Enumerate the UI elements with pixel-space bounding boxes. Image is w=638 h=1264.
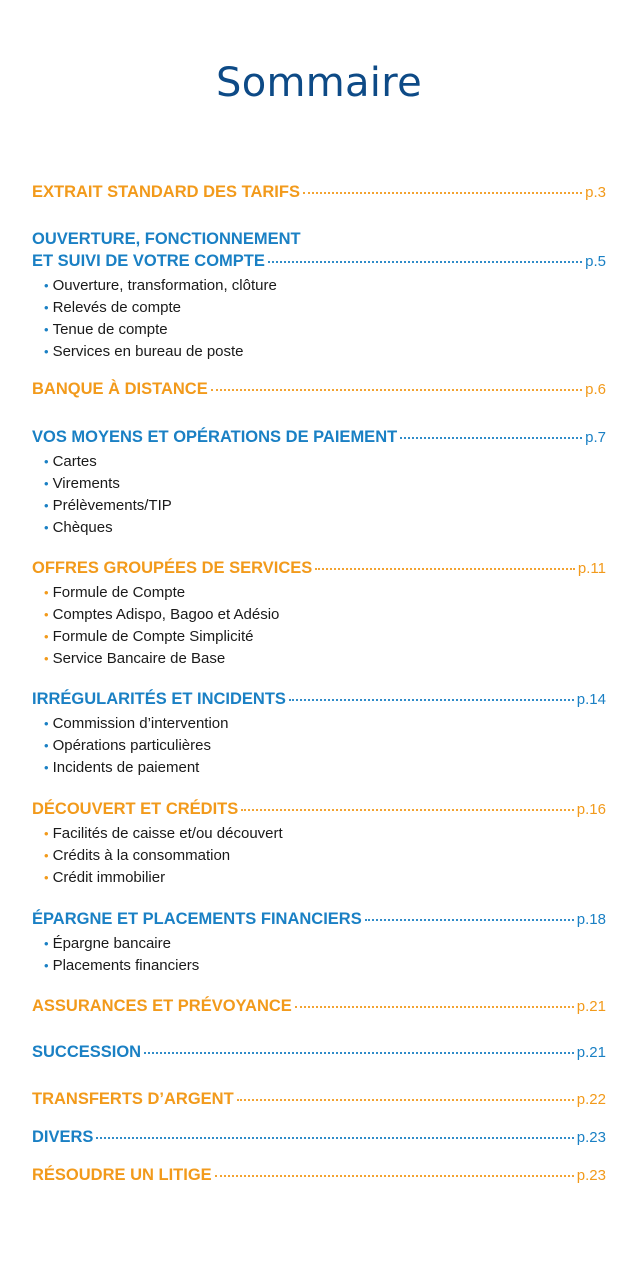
leader-dots bbox=[400, 437, 582, 439]
toc-heading: DIVERS bbox=[32, 1128, 94, 1146]
page-title: Sommaire bbox=[216, 60, 422, 106]
toc-subitem[interactable]: • Formule de Compte bbox=[44, 584, 186, 601]
toc-subitem[interactable]: • Chèques bbox=[44, 519, 113, 536]
toc-heading: RÉSOUDRE UN LITIGE bbox=[32, 1166, 212, 1184]
toc-entry-transferts[interactable] bbox=[32, 1088, 606, 1110]
toc-sublist bbox=[32, 933, 606, 977]
toc-subitem[interactable]: • Épargne bancaire bbox=[44, 935, 171, 952]
toc-heading: VOS MOYENS ET OPÉRATIONS DE PAIEMENT bbox=[32, 428, 398, 446]
toc-entry-divers[interactable] bbox=[32, 1126, 606, 1148]
toc-subitem[interactable]: • Crédit immobilier bbox=[44, 869, 166, 886]
toc-subitem[interactable]: • Incidents de paiement bbox=[44, 759, 200, 776]
leader-dots bbox=[289, 699, 574, 701]
toc-page: p.16 bbox=[576, 801, 606, 818]
toc-page: p.6 bbox=[585, 381, 606, 398]
toc-heading: ASSURANCES ET PRÉVOYANCE bbox=[32, 997, 292, 1015]
leader-dots bbox=[241, 809, 574, 811]
toc-sublist bbox=[32, 451, 606, 539]
toc-page: p.21 bbox=[576, 1044, 606, 1061]
toc-subitem[interactable]: • Cartes bbox=[44, 453, 97, 470]
leader-dots bbox=[237, 1099, 574, 1101]
leader-dots bbox=[96, 1137, 573, 1139]
bullet-icon: • bbox=[44, 936, 49, 951]
bullet-icon: • bbox=[44, 826, 49, 841]
leader-dots bbox=[303, 192, 582, 194]
toc-subitem[interactable]: • Ouverture, transformation, clôture bbox=[44, 277, 277, 294]
toc-entry-epargne[interactable] bbox=[32, 908, 606, 977]
leader-dots bbox=[365, 919, 574, 921]
toc-subitem[interactable]: • Virements bbox=[44, 475, 120, 492]
bullet-icon: • bbox=[44, 651, 49, 666]
toc-heading: IRRÉGULARITÉS ET INCIDENTS bbox=[32, 690, 286, 708]
toc-subitem[interactable]: • Opérations particulières bbox=[44, 737, 211, 754]
toc-entry-ouverture[interactable] bbox=[32, 228, 606, 363]
bullet-icon: • bbox=[44, 454, 49, 469]
toc-heading: ET SUIVI DE VOTRE COMPTE bbox=[32, 252, 265, 270]
toc-heading: DÉCOUVERT ET CRÉDITS bbox=[32, 800, 239, 818]
toc-heading: TRANSFERTS D’ARGENT bbox=[32, 1090, 234, 1108]
bullet-icon: • bbox=[44, 278, 49, 293]
toc-sublist bbox=[32, 275, 606, 363]
toc-heading: EXTRAIT STANDARD DES TARIFS bbox=[32, 183, 300, 201]
toc-entry-paiement[interactable] bbox=[32, 426, 606, 539]
toc-entry-decouvert[interactable] bbox=[32, 798, 606, 889]
bullet-icon: • bbox=[44, 322, 49, 337]
toc-subitem[interactable]: • Tenue de compte bbox=[44, 321, 168, 338]
toc-subitem[interactable]: • Service Bancaire de Base bbox=[44, 650, 226, 667]
toc-page: p.18 bbox=[576, 911, 606, 928]
bullet-icon: • bbox=[44, 607, 49, 622]
toc-page: p.3 bbox=[585, 184, 606, 201]
bullet-icon: • bbox=[44, 629, 49, 644]
toc-subitem[interactable]: • Prélèvements/TIP bbox=[44, 497, 172, 514]
bullet-icon: • bbox=[44, 498, 49, 513]
toc-entry-banque[interactable] bbox=[32, 378, 606, 400]
toc-subitem[interactable]: • Formule de Compte Simplicité bbox=[44, 628, 254, 645]
leader-dots bbox=[215, 1175, 574, 1177]
leader-dots bbox=[144, 1052, 574, 1054]
toc-subitem[interactable]: • Commission d’intervention bbox=[44, 715, 229, 732]
toc-page: p.21 bbox=[576, 998, 606, 1015]
toc-heading: SUCCESSION bbox=[32, 1043, 142, 1061]
toc-subitem[interactable]: • Relevés de compte bbox=[44, 299, 181, 316]
leader-dots bbox=[315, 568, 575, 570]
bullet-icon: • bbox=[44, 848, 49, 863]
toc-entry-irregularites[interactable] bbox=[32, 688, 606, 779]
toc-entry-assurances[interactable] bbox=[32, 995, 606, 1017]
toc-sublist bbox=[32, 823, 606, 889]
toc-heading: ÉPARGNE ET PLACEMENTS FINANCIERS bbox=[32, 910, 362, 928]
bullet-icon: • bbox=[44, 870, 49, 885]
toc-page: p.14 bbox=[576, 691, 606, 708]
toc-page: p.23 bbox=[576, 1167, 606, 1184]
bullet-icon: • bbox=[44, 738, 49, 753]
toc-subitem[interactable]: • Facilités de caisse et/ou découvert bbox=[44, 825, 283, 842]
toc-sublist bbox=[32, 582, 606, 670]
toc-page: p.7 bbox=[585, 429, 606, 446]
toc-heading: OFFRES GROUPÉES DE SERVICES bbox=[32, 559, 313, 577]
bullet-icon: • bbox=[44, 344, 49, 359]
leader-dots bbox=[268, 261, 582, 263]
toc-subitem[interactable]: • Crédits à la consommation bbox=[44, 847, 231, 864]
toc-page: p.22 bbox=[576, 1091, 606, 1108]
toc-entry-succession[interactable] bbox=[32, 1041, 606, 1063]
toc-entry-extrait[interactable] bbox=[32, 181, 606, 203]
toc-heading: BANQUE À DISTANCE bbox=[32, 380, 208, 398]
toc-sublist bbox=[32, 713, 606, 779]
bullet-icon: • bbox=[44, 300, 49, 315]
bullet-icon: • bbox=[44, 476, 49, 491]
leader-dots bbox=[295, 1006, 574, 1008]
toc-heading-line1: OUVERTURE, FONCTIONNEMENT bbox=[32, 230, 301, 248]
toc-page: p.5 bbox=[585, 253, 606, 270]
bullet-icon: • bbox=[44, 760, 49, 775]
toc-page: p.23 bbox=[576, 1129, 606, 1146]
toc-page: p.11 bbox=[577, 560, 606, 577]
toc-entry-offres[interactable] bbox=[32, 557, 606, 670]
bullet-icon: • bbox=[44, 585, 49, 600]
leader-dots bbox=[211, 389, 582, 391]
bullet-icon: • bbox=[44, 716, 49, 731]
toc-subitem[interactable]: • Services en bureau de poste bbox=[44, 343, 244, 360]
toc-subitem[interactable]: • Comptes Adispo, Bagoo et Adésio bbox=[44, 606, 280, 623]
bullet-icon: • bbox=[44, 520, 49, 535]
bullet-icon: • bbox=[44, 958, 49, 973]
toc-subitem[interactable]: • Placements financiers bbox=[44, 957, 200, 974]
toc-entry-litige[interactable] bbox=[32, 1164, 606, 1186]
